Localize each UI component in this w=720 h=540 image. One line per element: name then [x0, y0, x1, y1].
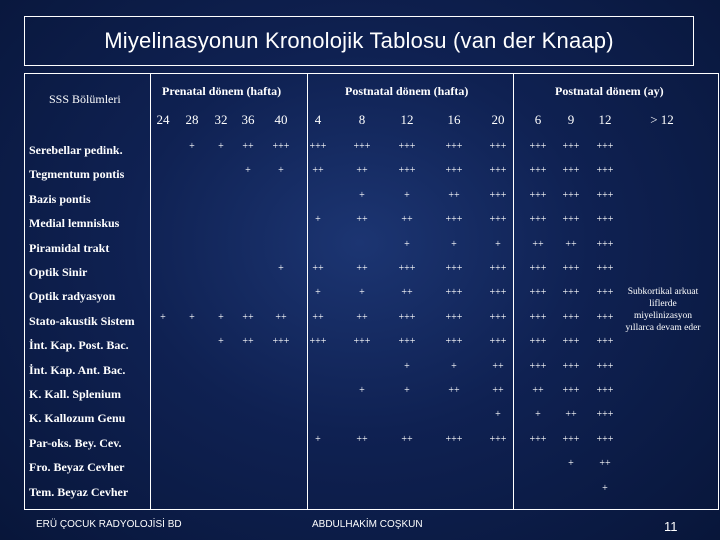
table-cell: +++	[562, 385, 580, 396]
row-label: İnt. Kap. Post. Bac.	[29, 338, 129, 353]
row-label: K. Kall. Splenium	[29, 387, 122, 401]
table-cell: +	[451, 360, 457, 372]
table-cell: +++	[445, 311, 463, 323]
table-cell: +++	[529, 263, 547, 274]
table-cell: +	[404, 189, 410, 201]
table-cell: +++	[596, 189, 614, 201]
column-label: > 12	[650, 112, 674, 127]
table-cell: +++	[398, 311, 416, 323]
column-label: 8	[358, 112, 366, 127]
table-cell: ++	[565, 409, 577, 421]
table-cell: ++	[242, 141, 254, 152]
table-cell: ++	[356, 214, 368, 226]
table-cell: ++	[242, 336, 254, 348]
table-cell: +++	[596, 311, 614, 323]
table-cell: +++	[596, 433, 614, 445]
table-cell: +++	[489, 214, 507, 226]
table-cell: +	[245, 165, 251, 177]
table-cell: +++	[445, 141, 463, 152]
table-cell: ++	[599, 458, 611, 470]
title-box	[24, 16, 694, 66]
table-cell: +	[189, 141, 195, 152]
prenatal-weeks-header: Prenatal dönem (hafta)	[162, 84, 282, 98]
table-cell: ++	[532, 238, 544, 250]
table-cell: +++	[398, 336, 416, 348]
table-cell: ++	[275, 311, 287, 323]
table-cell: +++	[529, 214, 547, 226]
table-cell: +++	[529, 311, 547, 323]
column-label: 20	[491, 112, 505, 127]
table-cell: ++	[532, 385, 544, 396]
table-cell: +	[451, 238, 457, 250]
table-cell: +	[160, 311, 166, 323]
table-cell: +++	[489, 433, 507, 445]
table-cell: ++	[492, 385, 504, 396]
table-cell: +++	[596, 214, 614, 226]
table-cell: +	[359, 385, 365, 396]
table-cell: ++	[312, 311, 324, 323]
row-label: Tem. Beyaz Cevher	[29, 484, 129, 499]
table-cell: ++	[242, 311, 254, 323]
table-cell: +	[404, 385, 410, 396]
table-cell: +++	[562, 311, 580, 323]
column-label: 36	[241, 112, 255, 127]
row-label: Optik Sinir	[29, 265, 88, 279]
table-cell: +++	[596, 360, 614, 372]
row-label: Optik radyasyon	[29, 289, 116, 304]
table-cell: +	[602, 482, 608, 494]
table-cell: +++	[596, 238, 614, 250]
table-cell: +++	[445, 336, 463, 348]
table-cell: ++	[401, 214, 413, 226]
table-cell: +++	[529, 189, 547, 201]
table-cell: +++	[529, 141, 547, 152]
table-cell: +++	[596, 141, 614, 152]
table-cell: +++	[445, 287, 463, 299]
table-cell: +++	[489, 263, 507, 274]
table-cell: +++	[562, 360, 580, 372]
table-cell: +++	[562, 287, 580, 299]
table-cell: +++	[529, 360, 547, 372]
table-cell: ++	[401, 433, 413, 445]
table-cell: +	[404, 238, 410, 250]
column-label: 9	[567, 112, 575, 127]
footer-department: ERÜ ÇOCUK RADYOLOJİSİ BD	[36, 519, 182, 530]
table-cell: ++	[401, 287, 413, 299]
table-cell: +++	[272, 141, 290, 152]
myelination-table	[24, 73, 719, 510]
table-cell: +++	[489, 287, 507, 299]
row-label: Tegmentum pontis	[29, 167, 125, 182]
table-cell: +++	[309, 336, 327, 348]
table-cell: ++	[356, 433, 368, 445]
column-label: 24	[156, 112, 170, 127]
column-label: 28	[185, 112, 199, 127]
column-label: 12	[598, 112, 612, 127]
table-cell: +++	[562, 214, 580, 226]
table-cell: +	[315, 433, 321, 445]
side-note: Subkortikal arkuat liflerde miyelinizasyon yıllarca devam eder	[625, 287, 701, 333]
table-cell: +++	[353, 141, 371, 152]
row-label: Stato-akustik Sistem	[29, 313, 135, 328]
table-cell: +++	[398, 263, 416, 274]
table-cell: ++	[448, 385, 460, 396]
table-cell: +++	[562, 189, 580, 201]
row-label: Par-oks. Bey. Cev.	[29, 435, 122, 450]
table-cell: +	[278, 165, 284, 177]
table-cell: +++	[398, 141, 416, 152]
table-cell: +++	[529, 336, 547, 348]
table-cell: +++	[309, 141, 327, 152]
table-cell: +++	[596, 165, 614, 177]
table-cell: +++	[596, 385, 614, 396]
sss-sections-header: SSS Bölümleri	[49, 92, 121, 106]
column-label: 6	[534, 112, 542, 127]
table-cell: +	[359, 189, 365, 201]
table-cell: +++	[353, 336, 371, 348]
table-cell: +	[568, 458, 574, 470]
table-cell: +	[278, 263, 284, 274]
row-label: Piramidal trakt	[29, 240, 110, 255]
table-cell: +++	[562, 433, 580, 445]
table-cell: +++	[489, 165, 507, 177]
table-cell: +	[189, 311, 195, 323]
column-label: 12	[400, 112, 414, 127]
column-divider	[150, 74, 151, 509]
slide-title: Miyelinasyonun Kronolojik Tablosu (van der Knaap)	[104, 28, 614, 53]
table-cell: +	[218, 311, 224, 323]
column-label: 4	[314, 112, 322, 127]
table-cell: +	[218, 141, 224, 152]
table-cell: ++	[356, 263, 368, 274]
table-cell: +++	[562, 263, 580, 274]
table-cell: +++	[489, 311, 507, 323]
table-cell: +++	[489, 189, 507, 201]
table-cell: +++	[562, 165, 580, 177]
postnatal-weeks-header: Postnatal dönem (hafta)	[345, 84, 469, 98]
table-cell: +++	[445, 263, 463, 274]
table-cell: +	[495, 238, 501, 250]
postnatal-months-header: Postnatal dönem (ay)	[555, 84, 664, 98]
row-label: Fro. Beyaz Cevher	[29, 460, 125, 475]
table-cell: +++	[562, 141, 580, 152]
page-number: 11	[664, 519, 678, 534]
table-cell: ++	[312, 165, 324, 177]
table-cell: +++	[445, 165, 463, 177]
row-label: K. Kallozum Genu	[29, 411, 126, 426]
table-cell: +++	[489, 336, 507, 348]
table-cell: +	[359, 287, 365, 299]
table-cell: +++	[529, 287, 547, 299]
column-label: 16	[447, 112, 461, 127]
table-cell: +++	[529, 433, 547, 445]
table-cell: +	[495, 409, 501, 421]
table-cell: +++	[596, 336, 614, 348]
row-label: Serebellar pedink.	[29, 143, 123, 157]
table-cell: ++	[356, 311, 368, 323]
table-cell: +	[404, 360, 410, 372]
table-cell: ++	[565, 238, 577, 250]
row-label: Bazis pontis	[29, 191, 91, 206]
table-cell: +++	[596, 287, 614, 299]
row-label: Medial lemniskus	[29, 216, 120, 231]
table-cell: +++	[445, 433, 463, 445]
table-cell: +	[218, 336, 224, 348]
column-divider	[513, 74, 514, 509]
table-cell: ++	[312, 263, 324, 274]
row-label: İnt. Kap. Ant. Bac.	[29, 362, 126, 377]
table-cell: ++	[448, 189, 460, 201]
table-cell: ++	[492, 360, 504, 372]
column-label: 40	[274, 112, 288, 127]
table-cell: +	[535, 409, 541, 421]
table-cell: +++	[596, 263, 614, 274]
table-cell: +++	[445, 214, 463, 226]
table-cell: +	[315, 214, 321, 226]
table-cell: +++	[272, 336, 290, 348]
table-cell: +++	[562, 336, 580, 348]
table-cell: +	[315, 287, 321, 299]
column-label: 32	[214, 112, 228, 127]
table-cell: +++	[398, 165, 416, 177]
table-cell: ++	[356, 165, 368, 177]
table-cell: +++	[489, 141, 507, 152]
table-cell: +++	[529, 165, 547, 177]
footer-author: ABDULHAKİM COŞKUN	[312, 519, 423, 530]
table-cell: +++	[596, 409, 614, 421]
